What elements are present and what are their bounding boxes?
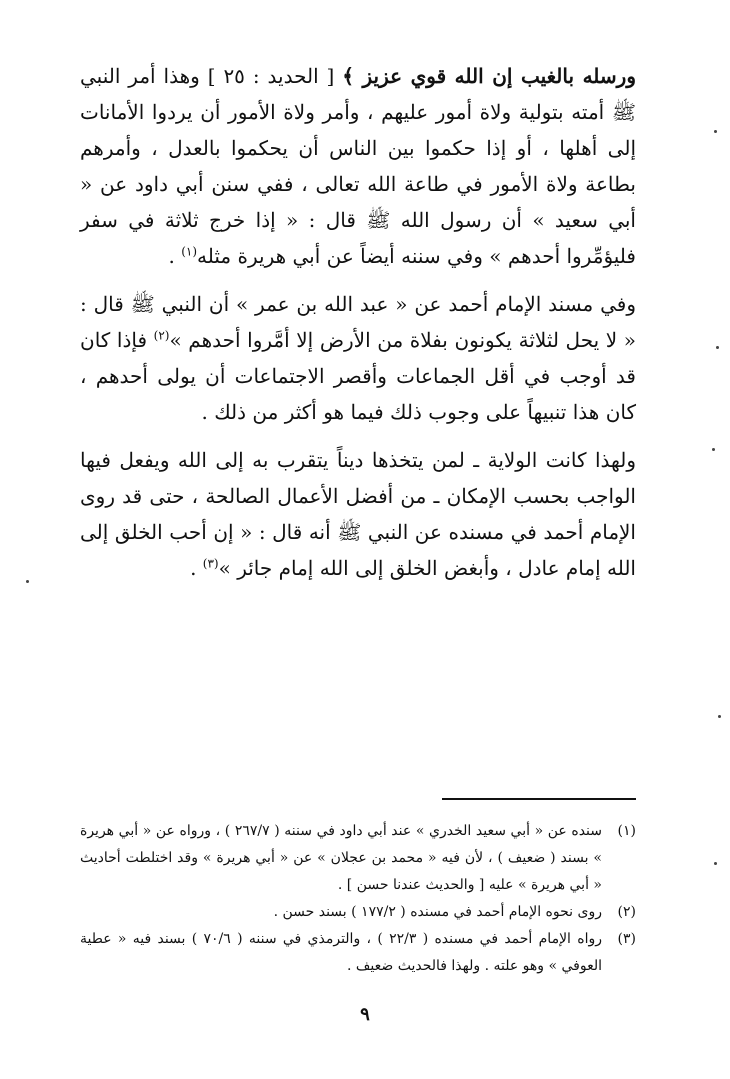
footnote-text: رواه الإمام أحمد في مسنده ( ٢٢/٣ ) ، والترمذي في سننه ( ٧٠/٦ ) بسند فيه « عطية العوفي » وهو علته . ولهذا فالحديث ضعيف . bbox=[80, 931, 602, 974]
footnote-number: (٣) bbox=[617, 931, 636, 947]
footnote-3 bbox=[80, 926, 636, 980]
footnote-1 bbox=[80, 818, 636, 899]
paragraph-3 bbox=[80, 442, 636, 586]
main-text bbox=[80, 58, 636, 598]
footnote-text: سنده عن « أبي سعيد الخدري » عند أبي داود في سننه ( ٢٦٧/٧ ) ، ورواه عن « أبي هريرة » بسند ( ضعيف ) ، لأن فيه « محمد بن عجلان » عن « أبي هريرة » وقد اختلطت أحاديث « أبي هريرة » عليه [ والحديث عندنا حسن ] . bbox=[80, 823, 603, 893]
scan-speck bbox=[26, 580, 29, 583]
footnote-number: (٢) bbox=[617, 904, 636, 920]
paragraph-2-text: وفي مسند الإمام أحمد عن « عبد الله بن عمر » أن النبي ﷺ قال : « لا يحل لثلاثة يكونون بفلاة من الأرض إلا أمَّروا أحدهم » bbox=[80, 292, 637, 352]
paragraph-1 bbox=[80, 58, 636, 274]
paragraph-1-end: . bbox=[168, 244, 182, 268]
paragraph-3-text: ولهذا كانت الولاية ـ لمن يتخذها ديناً يتقرب به إلى الله ويفعل فيها الواجب بحسب الإمكان ـ من أفضل الأعمال الصالحة ، حتى قد روى الإمام أحمد في مسنده عن النبي ﷺ أنه قال : « إن أحب الخلق إلى الله إمام عادل ، وأبغض الخلق إلى الله إمام جائر » bbox=[80, 448, 636, 580]
footnote-marker-3: (٣) bbox=[202, 556, 219, 571]
paragraph-2-end: فإذا كان قد أوجب في أقل الجماعات وأقصر الاجتماعات أن يولى أحدهم ، كان هذا تنبيهاً على وجوب ذلك فيما هو أكثر من ذلك . bbox=[80, 328, 636, 424]
paragraph-2 bbox=[80, 286, 636, 430]
scan-speck bbox=[714, 130, 717, 133]
paragraph-3-end: . bbox=[190, 556, 203, 580]
footnote-number: (١) bbox=[617, 823, 636, 839]
quran-verse: ورسله بالغيب إن الله قوي عزيز ﴾ bbox=[342, 64, 636, 88]
footnote-text: روى نحوه الإمام أحمد في مسنده ( ١٧٧/٢ ) بسند حسن . bbox=[273, 904, 602, 920]
scan-speck bbox=[712, 448, 715, 451]
footnotes bbox=[80, 818, 636, 980]
footnote-divider bbox=[442, 798, 636, 800]
footnote-2 bbox=[80, 899, 636, 926]
scan-speck bbox=[716, 346, 719, 349]
footnote-marker-2: (٢) bbox=[153, 328, 170, 343]
footnote-marker-1: (١) bbox=[181, 244, 198, 259]
scan-speck bbox=[714, 862, 717, 865]
paragraph-1-text: [ الحديد : ٢٥ ] وهذا أمر النبي ﷺ أمته بتولية ولاة أمور عليهم ، وأمر ولاة الأمور أن يردوا الأمانات إلى أهلها ، أو إذا حكموا بين الناس أن يحكموا بالعدل ، وأمرهم بطاعة ولاة الأمور في طاعة الله تعالى ، ففي سنن أبي داود عن « أبي سعيد » أن رسول الله ﷺ قال : « إذا خرج ثلاثة في سفر فليؤمِّروا أحدهم » وفي سننه أيضاً عن أبي هريرة مثله bbox=[80, 64, 636, 268]
page-number: ٩ bbox=[360, 1004, 370, 1025]
scan-speck bbox=[718, 715, 721, 718]
